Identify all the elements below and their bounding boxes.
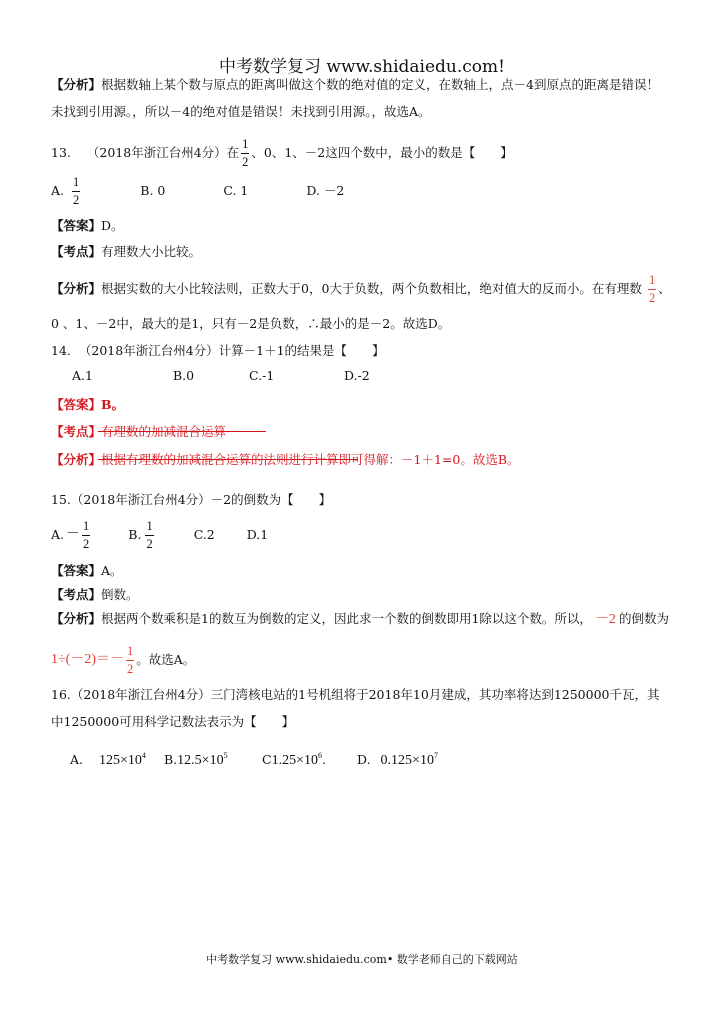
option-b-value xyxy=(177,753,227,768)
answer-value: D。 xyxy=(101,218,124,233)
analysis-value: 根据有理数的加减混合运算的法则进行计算即可得解：－1＋1=0。故选B。 xyxy=(101,452,520,467)
fraction-numerator: 1 xyxy=(242,137,249,151)
q13-fraction xyxy=(241,138,249,168)
option-d-label: D. xyxy=(357,752,371,767)
kaodian-value: 有理数大小比较。 xyxy=(101,244,202,259)
option-c-value xyxy=(272,753,322,768)
kaodian-label: 【考点】 xyxy=(51,244,102,259)
analysis-label: 【分析】 xyxy=(51,452,102,467)
analysis-highlight: －2 xyxy=(594,612,616,627)
option-c-tail: . xyxy=(321,752,326,767)
q13-prefix: （2018年浙江台州4分）在 xyxy=(86,145,240,160)
fraction-denominator: 2 xyxy=(127,661,134,676)
q13-kaodian xyxy=(51,244,201,260)
q14-stem-text: （2018年浙江台州4分）计算－1＋1的结果是【 】 xyxy=(78,343,385,358)
q15-kaodian xyxy=(51,587,139,603)
q15-stem xyxy=(51,492,331,508)
q14-analysis xyxy=(51,452,520,468)
fraction-bar xyxy=(145,535,153,536)
fraction-bar xyxy=(241,153,249,154)
option-a-label: A. xyxy=(51,527,65,542)
option-c-base: 1.25×10 xyxy=(271,753,318,768)
q15-option-d: D.1 xyxy=(246,527,269,542)
fraction-numerator: 1 xyxy=(73,175,80,189)
formula-fraction xyxy=(126,645,134,675)
q15-formula xyxy=(51,642,195,678)
kaodian-value: 倒数。 xyxy=(101,587,139,602)
formula-tail: 。故选A。 xyxy=(136,652,196,667)
option-b-base: 12.5×10 xyxy=(177,753,224,768)
option-d-value xyxy=(381,753,438,768)
q14-answer xyxy=(51,397,124,413)
kaodian-label: 【考点】 xyxy=(51,424,102,439)
q16-number: 16. xyxy=(51,687,71,702)
q14-option-b: B.0 xyxy=(173,368,195,383)
option-a-fraction xyxy=(72,176,80,206)
answer-label: 【答案】 xyxy=(51,563,102,578)
answer-value: B。 xyxy=(101,397,125,412)
q12-analysis-line1: 根据数轴上某个数与原点的距离叫做这个数的绝对值的定义，在数轴上，点－4到原点的距离是错误！ xyxy=(101,77,659,92)
q13-analysis xyxy=(51,272,671,306)
fraction-numerator: 1 xyxy=(83,519,90,533)
analysis-comma: 、 xyxy=(658,281,671,296)
option-b-fraction xyxy=(145,520,153,550)
fraction-bar xyxy=(126,660,134,661)
fraction-numerator: 1 xyxy=(127,644,134,658)
fraction-denominator: 2 xyxy=(146,536,153,551)
analysis-label: 【分析】 xyxy=(51,611,102,626)
fraction-denominator: 2 xyxy=(83,536,90,551)
q12-analysis xyxy=(51,77,659,93)
q13-options xyxy=(51,174,344,208)
q16-option-d xyxy=(357,748,438,769)
strike-line xyxy=(98,431,266,432)
answer-label: 【答案】 xyxy=(51,218,102,233)
q15-options xyxy=(51,517,268,553)
analysis-label: 【分析】 xyxy=(51,77,102,92)
fraction-denominator: 2 xyxy=(73,192,80,207)
q13-option-c: C. 1 xyxy=(223,183,249,198)
q15-option-c: C.2 xyxy=(193,527,215,542)
q14-option-c: C.-1 xyxy=(249,368,275,383)
option-d-base: 0.125×10 xyxy=(380,753,434,768)
q14-kaodian xyxy=(51,424,226,440)
page-header-title: 中考数学复习 www.shidaiedu.com! xyxy=(218,57,505,77)
q15-answer xyxy=(51,563,123,579)
q15-option-b xyxy=(128,520,155,550)
analysis-label: 【分析】 xyxy=(51,281,102,296)
q13-stem xyxy=(51,136,513,170)
analysis-line1: 根据实数的大小比较法则，正数大于0，0大于负数，两个负数相比，绝对值大的反而小。在有理数 xyxy=(101,281,642,296)
answer-value: A。 xyxy=(101,563,123,578)
kaodian-label: 【考点】 xyxy=(51,587,102,602)
q13-suffix: 、0、1、－2这四个数中，最小的数是【 】 xyxy=(251,145,513,160)
fraction-numerator: 1 xyxy=(648,273,656,287)
option-c-label: C xyxy=(262,752,272,767)
q14-stem xyxy=(51,343,385,359)
fraction-bar xyxy=(72,191,80,192)
option-b-label: B. xyxy=(128,527,142,542)
option-a-value xyxy=(99,753,146,768)
q16-stem-line1 xyxy=(51,687,660,703)
option-a-base: 125×10 xyxy=(99,753,142,768)
fraction-denominator: 2 xyxy=(242,154,249,169)
formula-left: 1÷(－2)＝－ xyxy=(51,652,125,667)
option-c-exponent: 6 xyxy=(317,751,322,760)
q13-option-a xyxy=(51,176,82,206)
q16-option-b xyxy=(164,748,228,769)
fraction-denominator: 2 xyxy=(648,290,656,305)
q13-option-b: B. 0 xyxy=(140,183,166,198)
fraction-bar xyxy=(648,289,656,290)
option-d-exponent: 7 xyxy=(433,751,438,760)
q16-stem-line2: 中1250000可用科学记数法表示为【 】 xyxy=(51,714,295,729)
q15-option-a xyxy=(51,520,92,550)
option-b-exponent: 5 xyxy=(223,751,228,760)
option-a-exponent: 4 xyxy=(141,751,146,760)
fraction-bar xyxy=(82,535,90,536)
q14-option-a: A.1 xyxy=(72,368,93,383)
analysis-value: 根据两个数乘积是1的数互为倒数的定义，因此求一个数的倒数即用1除以这个数。所以， xyxy=(101,611,592,626)
q14-number: 14. xyxy=(51,343,71,358)
option-b-label: B. xyxy=(164,752,178,767)
q13-analysis-line2: 0 、1、－2中，最大的是1，只有－2是负数，∴最小的是－2。故选D。 xyxy=(51,316,451,331)
kaodian-value: 有理数的加减混合运算 xyxy=(101,424,227,439)
answer-label: 【答案】 xyxy=(51,397,102,412)
q16-line1-text: （2018年浙江台州4分）三门湾核电站的1号机组将于2018年10月建成，其功率将达到1250000千瓦，其 xyxy=(70,687,660,702)
option-a-fraction xyxy=(82,520,90,550)
q13-number: 13. xyxy=(51,145,71,160)
q15-analysis xyxy=(51,611,669,628)
q13-answer xyxy=(51,218,124,234)
analysis-fraction xyxy=(648,274,656,304)
fraction-numerator: 1 xyxy=(146,519,153,533)
minus-sign: － xyxy=(66,527,81,542)
q14-option-d: D.-2 xyxy=(344,368,370,383)
q15-stem-text: （2018年浙江台州4分）－2的倒数为【 】 xyxy=(70,492,332,507)
option-a-label: A. xyxy=(70,752,84,767)
q13-option-d: D. －2 xyxy=(306,183,345,198)
q15-number: 15. xyxy=(51,492,71,507)
q12-analysis-line2: 未找到引用源。，所以－4的绝对值是错误！未找到引用源。，故选A。 xyxy=(51,104,431,119)
q16-option-c xyxy=(262,748,326,769)
analysis-end: 的倒数为 xyxy=(618,611,669,626)
strike-line xyxy=(98,459,358,460)
option-a-label: A. xyxy=(51,183,65,198)
page-footer: 中考数学复习 www.shidaiedu.com• 数学老师自己的下载网站 xyxy=(206,953,518,966)
q16-option-a xyxy=(70,748,146,769)
